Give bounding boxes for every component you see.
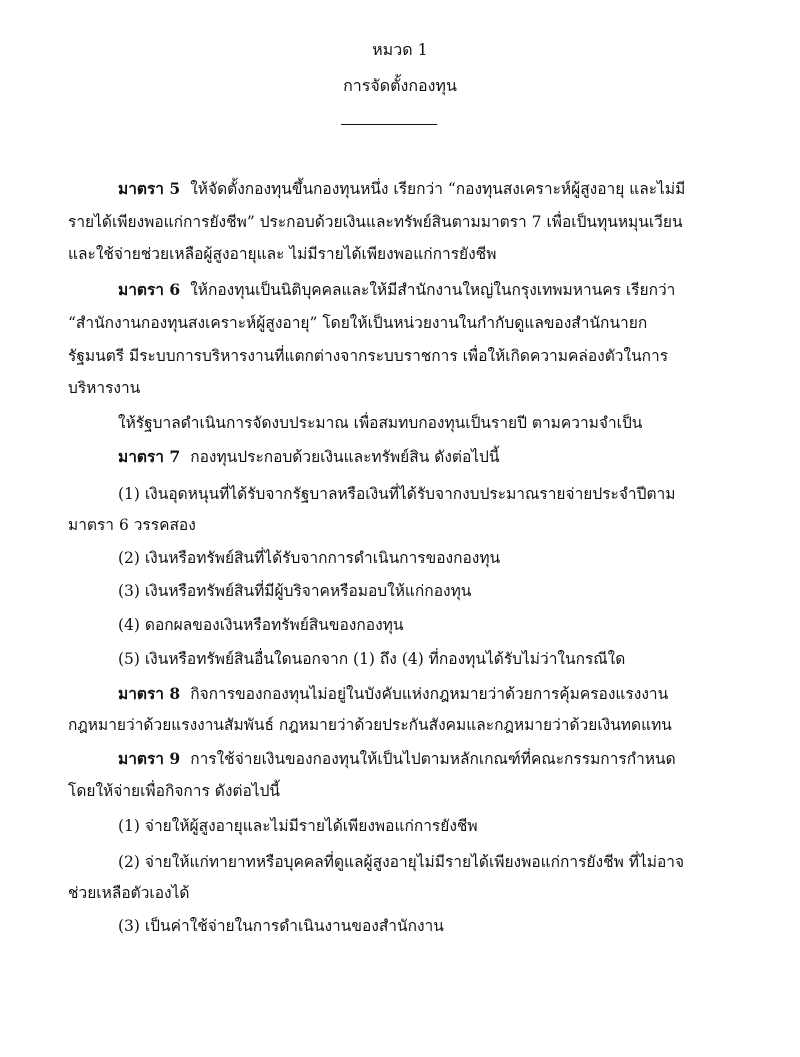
section-number: มาตรา 8	[118, 684, 181, 703]
section-number: มาตรา 5	[118, 179, 181, 198]
paragraph-line: มาตรา 6 วรรคสอง	[68, 516, 196, 534]
paragraph-line: โดยให้จ่ายเพื่อกิจการ ดังต่อไปนี้	[68, 782, 280, 800]
paragraph-line: “สำนักงานกองทุนสงเคราะห์ผู้สูงอายุ” โดยให้เป็นหน่วยงานในกำกับดูแลของสำนักนายก	[68, 314, 648, 332]
paragraph-line: รัฐมนตรี มีระบบการบริหารงานที่แตกต่างจากระบบราชการ เพื่อให้เกิดความคล่องตัวในการ	[68, 347, 669, 365]
paragraph-line	[118, 683, 668, 705]
paragraph-line	[118, 279, 675, 301]
paragraph-line: บริหารงาน	[68, 379, 141, 397]
section-number: มาตรา 9	[118, 749, 181, 768]
chapter-title: การจัดตั้งกองทุน	[343, 76, 457, 95]
line-text: กองทุนประกอบด้วยเงินและทรัพย์สิน ดังต่อไปนี้	[190, 448, 500, 466]
line-text: ให้จัดตั้งกองทุนขึ้นกองทุนหนึ่ง เรียกว่า “กองทุนสงเคราะห์ผู้สูงอายุ และไม่มี	[190, 180, 686, 198]
section-number: มาตรา 7	[118, 447, 181, 466]
list-item: (2) เงินหรือทรัพย์สินที่ได้รับจากการดำเนินการของกองทุน	[118, 549, 501, 567]
paragraph-line: และใช้จ่ายช่วยเหลือผู้สูงอายุและ ไม่มีรายได้เพียงพอแก่การยังชีพ	[68, 245, 497, 263]
line-text: การใช้จ่ายเงินของกองทุนให้เป็นไปตามหลักเกณฑ์ที่คณะกรรมการกำหนด	[190, 750, 676, 768]
paragraph-line: รายได้เพียงพอแก่การยังชีพ” ประกอบด้วยเงินและทรัพย์สินตามมาตรา 7 เพื่อเป็นทุนหมุนเวียน	[68, 213, 683, 231]
chapter-heading: หมวด 1	[372, 40, 428, 59]
paragraph-line	[118, 178, 685, 200]
list-item: (1) เงินอุดหนุนที่ได้รับจากรัฐบาลหรือเงินที่ได้รับจากงบประมาณรายจ่ายประจำปีตาม	[118, 485, 676, 503]
list-item: (3) เป็นค่าใช้จ่ายในการดำเนินงานของสำนักงาน	[118, 917, 444, 935]
list-item: (3) เงินหรือทรัพย์สินที่มีผู้บริจาคหรือมอบให้แก่กองทุน	[118, 582, 472, 600]
list-item: (4) ดอกผลของเงินหรือทรัพย์สินของกองทุน	[118, 616, 404, 634]
line-text: ให้กองทุนเป็นนิติบุคคลและให้มีสำนักงานใหญ่ในกรุงเทพมหานคร เรียกว่า	[190, 281, 676, 299]
line-text: กิจการของกองทุนไม่อยู่ในบังคับแห่งกฎหมายว่าด้วยการคุ้มครองแรงงาน	[190, 685, 669, 703]
heading-divider	[341, 124, 437, 125]
paragraph-line	[118, 446, 500, 468]
list-item: (1) จ่ายให้ผู้สูงอายุและไม่มีรายได้เพียงพอแก่การยังชีพ	[118, 817, 478, 835]
paragraph-line	[118, 748, 676, 770]
list-item: (2) จ่ายให้แก่ทายาทหรือบุคคลที่ดูแลผู้สูงอายุไม่มีรายได้เพียงพอแก่การยังชีพ ที่ไม่อาจ	[118, 853, 685, 871]
paragraph-line: ให้รัฐบาลดำเนินการจัดงบประมาณ เพื่อสมทบกองทุนเป็นรายปี ตามความจำเป็น	[118, 414, 643, 432]
paragraph-line: กฎหมายว่าด้วยแรงงานสัมพันธ์ กฎหมายว่าด้วยประกันสังคมและกฎหมายว่าด้วยเงินทดแทน	[68, 716, 672, 734]
paragraph-line: ช่วยเหลือตัวเองได้	[68, 884, 190, 902]
section-number: มาตรา 6	[118, 280, 181, 299]
list-item: (5) เงินหรือทรัพย์สินอื่นใดนอกจาก (1) ถึง (4) ที่กองทุนได้รับไม่ว่าในกรณีใด	[118, 650, 626, 668]
